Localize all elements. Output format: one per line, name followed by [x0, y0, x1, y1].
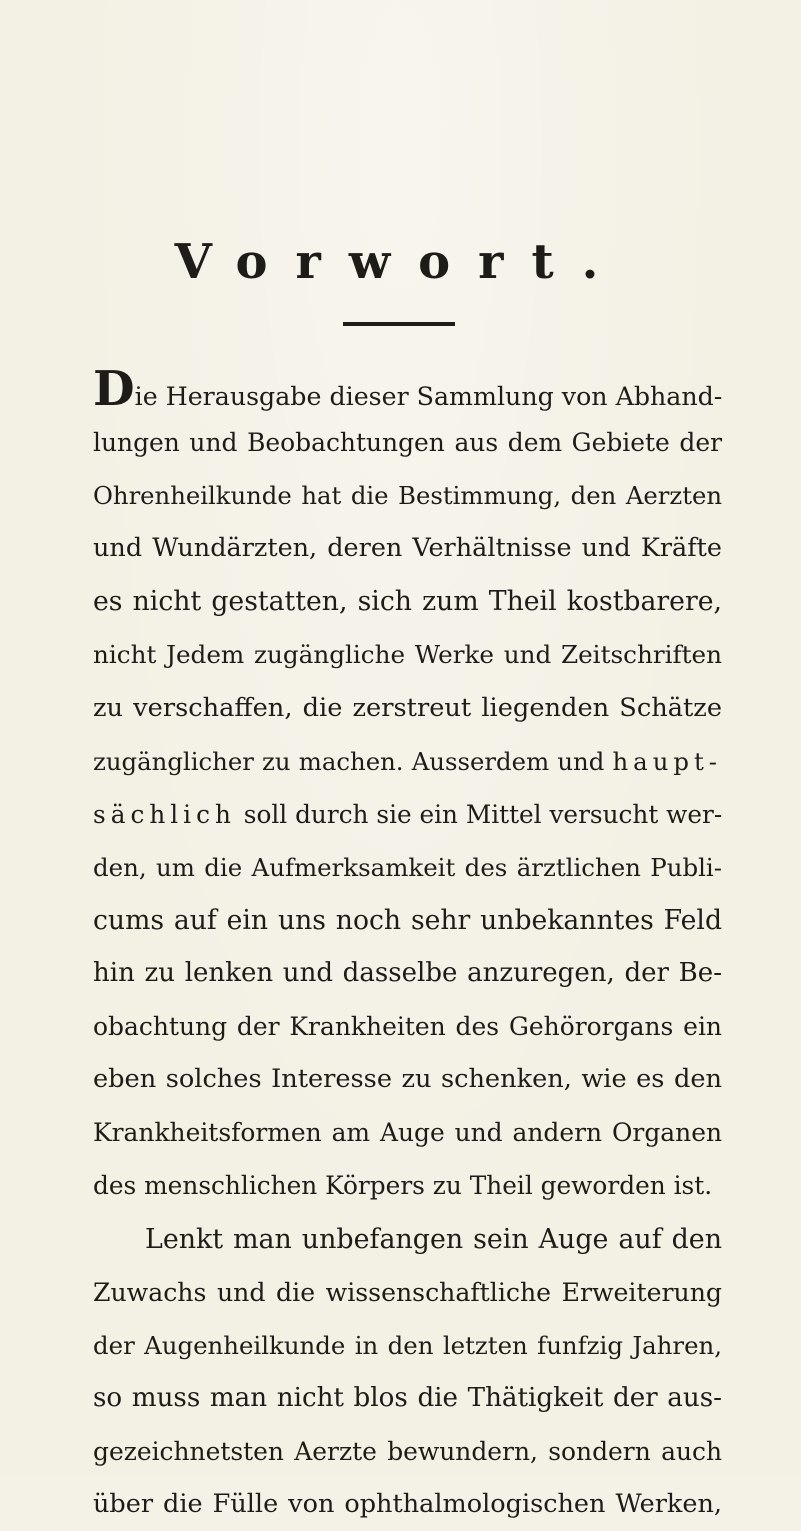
text-line: Krankheitsformen am Auge und andern Organen: [93, 1118, 722, 1148]
title-divider: [343, 322, 455, 326]
text-segment: soll durch sie ein Mittel versucht wer-: [243, 799, 723, 829]
text-line: cums auf ein uns noch sehr unbekanntes Feld: [93, 904, 722, 936]
drop-cap: D: [93, 361, 135, 417]
text-line: obachtung der Krankheiten des Gehörorgans ein: [93, 1012, 722, 1042]
text-line: eben solches Interesse zu schenken, wie es den: [93, 1064, 722, 1095]
text-line: des menschlichen Körpers zu Theil geworden ist.: [93, 1171, 713, 1201]
spaced-emphasis: haupt-: [612, 746, 722, 776]
text-line: lungen und Beobachtungen aus dem Gebiete der: [93, 428, 722, 458]
text-line: so muss man nicht blos die Thätigkeit der aus-: [93, 1382, 722, 1413]
text-line: es nicht gestatten, sich zum Theil kostbarere,: [93, 586, 722, 618]
page-title: Vorwort.: [174, 234, 627, 290]
text-line: zu verschaffen, die zerstreut liegenden Schätze: [93, 692, 722, 723]
text-line: gezeichnetsten Aerzte bewundern, sondern auch: [93, 1436, 722, 1466]
text-line: Lenkt man unbefangen sein Auge auf den: [145, 1223, 722, 1255]
spaced-emphasis: sächlich: [93, 799, 236, 829]
text-line: hin zu lenken und dasselbe anzuregen, der Be-: [93, 958, 722, 989]
text-line: [93, 788, 722, 841]
body-text: [93, 363, 722, 1531]
text-line: Zuwachs und die wissenschaftliche Erweiterung: [93, 1277, 722, 1307]
text-line: [93, 363, 722, 416]
text-line: der Augenheilkunde in den letzten funfzig Jahren,: [93, 1330, 722, 1360]
text-line: den, um die Aufmerksamkeit des ärztlichen Publi-: [93, 852, 722, 882]
text-line: [93, 735, 722, 788]
text-line: über die Fülle von ophthalmologischen Werken,: [93, 1488, 722, 1519]
text-line: nicht Jedem zugängliche Werke und Zeitschriften: [93, 640, 722, 670]
text-line: Ohrenheilkunde hat die Bestimmung, den Aerzten: [93, 481, 722, 511]
text-line: und Wundärzten, deren Verhältnisse und Kräfte: [93, 533, 722, 564]
text-line-rest: ie Herausgabe dieser Sammlung von Abhand-: [134, 382, 723, 411]
text-segment: zugänglicher zu machen. Ausserdem und: [93, 746, 605, 776]
